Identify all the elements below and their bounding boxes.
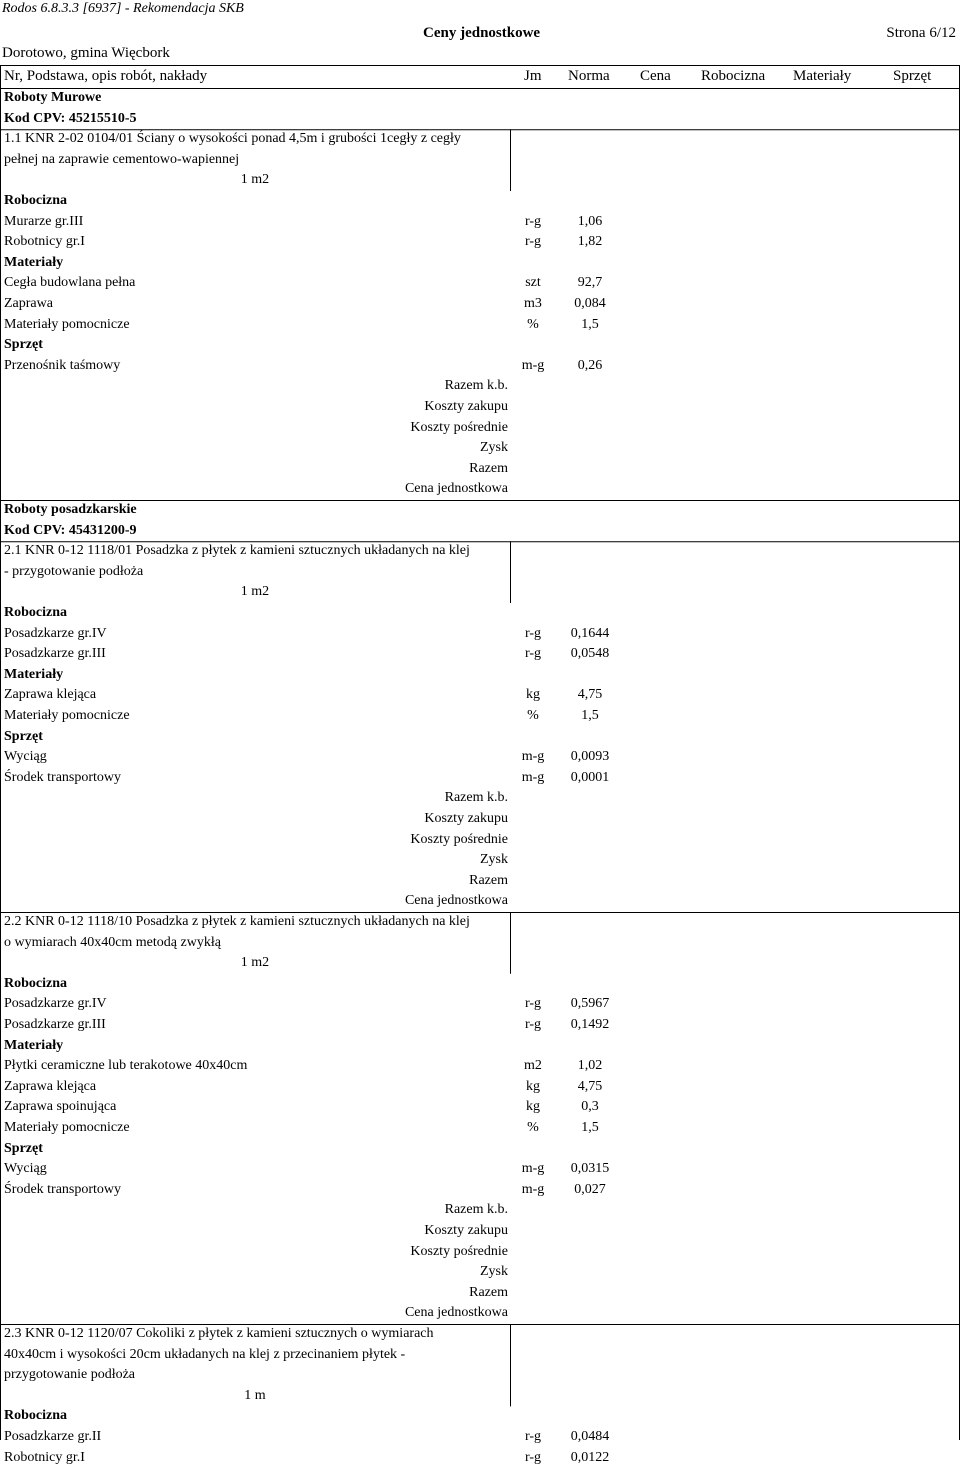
resource-name: Płytki ceramiczne lub terakotowe 40x40cm	[4, 1058, 248, 1074]
column-header-norma: Norma	[568, 68, 610, 84]
position-desc-row	[0, 933, 960, 953]
resource-norm: 1,5	[581, 708, 599, 723]
resource-name: Materiały pomocnicze	[4, 1120, 130, 1135]
resource-row	[0, 1159, 960, 1179]
resource-row	[0, 624, 960, 644]
summary-label: Zysk	[480, 852, 508, 868]
resource-row	[0, 644, 960, 664]
resource-row	[0, 232, 960, 252]
group-label: Robocizna	[4, 605, 67, 620]
summary-row	[0, 1303, 960, 1323]
resource-unit: m2	[524, 1058, 542, 1074]
resource-name: Zaprawa klejąca	[4, 1078, 97, 1094]
summary-row	[0, 1200, 960, 1220]
group-row	[0, 1406, 960, 1426]
group-label: Robocizna	[4, 975, 67, 991]
resource-name: Cegła budowlana pełna	[4, 275, 136, 291]
page-number: Strona 6/12	[886, 25, 956, 41]
section-title: Roboty Murowe	[4, 90, 102, 105]
group-row	[0, 191, 960, 211]
resource-row	[0, 1180, 960, 1200]
group-row	[0, 727, 960, 747]
resource-norm: 1,5	[581, 1120, 599, 1135]
resource-row	[0, 1448, 960, 1468]
summary-row	[0, 871, 960, 891]
summary-label: Razem	[469, 1284, 508, 1300]
resource-name: Robotnicy gr.I	[4, 234, 85, 250]
resource-name: Zaprawa klejąca	[4, 687, 97, 703]
section-row	[0, 500, 960, 520]
resource-unit: kg	[526, 1078, 540, 1094]
resource-unit: %	[527, 1120, 539, 1135]
summary-label: Razem	[469, 460, 508, 476]
summary-label: Cena jednostkowa	[404, 1305, 508, 1321]
summary-row	[0, 418, 960, 438]
resource-unit: r-g	[524, 234, 542, 250]
resource-name: Materiały pomocnicze	[4, 316, 130, 332]
resource-norm: 0,0093	[570, 749, 610, 765]
resource-name: Środek transportowy	[4, 769, 122, 785]
resource-norm: 1,5	[581, 316, 599, 332]
resource-norm: 4,75	[577, 1078, 603, 1094]
summary-row	[0, 1221, 960, 1241]
position-desc-row	[0, 1365, 960, 1385]
position-desc-row	[0, 562, 960, 582]
resource-norm: 1,02	[577, 1058, 603, 1074]
resource-row	[0, 1118, 960, 1138]
position-unit-row	[0, 953, 960, 973]
group-label: Sprzęt	[4, 728, 43, 744]
resource-row	[0, 994, 960, 1014]
resource-row	[0, 273, 960, 293]
group-row	[0, 1139, 960, 1159]
column-header-sprzet: Sprzęt	[893, 68, 932, 84]
position-unit: 1 m2	[240, 584, 270, 600]
summary-label: Zysk	[480, 440, 508, 456]
resource-norm: 92,7	[577, 275, 603, 291]
resource-row	[0, 356, 960, 376]
group-label: Sprzęt	[4, 337, 43, 353]
resource-unit: m-g	[521, 769, 545, 785]
section-cpv: Kod CPV: 45431200-9	[4, 522, 137, 538]
summary-row	[0, 397, 960, 417]
position-description: o wymiarach 40x40cm metodą zwykłą	[4, 934, 221, 950]
column-header-jm: Jm	[524, 68, 542, 84]
summary-row	[0, 1262, 960, 1282]
group-label: Materiały	[4, 666, 64, 682]
resource-name: Posadzkarze gr.IV	[4, 996, 107, 1012]
section-cpv-row	[0, 521, 960, 541]
summary-label: Razem k.b.	[444, 1202, 508, 1218]
resource-name: Murarze gr.III	[4, 213, 84, 229]
position-unit: 1 m	[244, 1387, 266, 1403]
position-unit: 1 m2	[240, 172, 270, 188]
resource-name: Przenośnik taśmowy	[4, 357, 121, 373]
position-desc-row	[0, 1324, 960, 1344]
resource-unit: r-g	[524, 625, 542, 641]
position-description: przygotowanie podłoża	[4, 1367, 136, 1383]
resource-name: Środek transportowy	[4, 1181, 122, 1197]
summary-row	[0, 376, 960, 396]
resource-row	[0, 768, 960, 788]
resource-norm: 0,1644	[570, 625, 610, 641]
resource-unit: m-g	[521, 1161, 545, 1177]
summary-label: Koszty pośrednie	[410, 419, 508, 435]
resource-name: Posadzkarze gr.II	[4, 1429, 102, 1444]
resource-row	[0, 1015, 960, 1035]
column-header-robocizna: Robocizna	[701, 68, 766, 84]
location-label: Dorotowo, gmina Więcbork	[2, 45, 170, 61]
resource-row	[0, 1077, 960, 1097]
group-label: Sprzęt	[4, 1140, 43, 1156]
resource-name: Wyciąg	[4, 749, 47, 765]
resource-name: Zaprawa	[4, 296, 53, 311]
resource-norm: 1,82	[577, 234, 603, 250]
position-description: 2.1 KNR 0-12 1118/01 Posadzka z płytek z kamieni sztucznych układanych na klej	[4, 543, 470, 559]
summary-row	[0, 809, 960, 829]
summary-label: Cena jednostkowa	[404, 893, 508, 909]
resource-norm: 1,06	[577, 213, 603, 229]
resource-name: Posadzkarze gr.IV	[4, 625, 107, 641]
resource-row	[0, 1056, 960, 1076]
position-desc-row	[0, 1345, 960, 1365]
group-row	[0, 1036, 960, 1056]
column-header-materialy: Materiały	[793, 68, 852, 84]
group-label: Materiały	[4, 1037, 64, 1053]
resource-unit: r-g	[524, 213, 542, 229]
resource-norm: 4,75	[577, 687, 603, 703]
group-label: Robocizna	[4, 1408, 67, 1424]
position-unit-row	[0, 582, 960, 602]
resource-row	[0, 294, 960, 314]
group-row	[0, 974, 960, 994]
position-description: 2.3 KNR 0-12 1120/07 Cokoliki z płytek z kamieni sztucznych o wymiarach	[4, 1326, 434, 1341]
group-row	[0, 253, 960, 273]
summary-row	[0, 1242, 960, 1262]
resource-row	[0, 1097, 960, 1117]
summary-row	[0, 850, 960, 870]
resource-row	[0, 212, 960, 232]
summary-row	[0, 459, 960, 479]
resource-norm: 0,5967	[570, 996, 610, 1012]
resource-norm: 0,0001	[570, 769, 610, 785]
resource-name: Posadzkarze gr.III	[4, 646, 106, 662]
section-cpv: Kod CPV: 45215510-5	[4, 110, 137, 126]
group-row	[0, 603, 960, 623]
summary-label: Koszty pośrednie	[410, 1243, 508, 1259]
summary-row	[0, 438, 960, 458]
resource-norm: 0,0122	[570, 1449, 610, 1465]
position-desc-row	[0, 150, 960, 170]
position-unit: 1 m2	[240, 955, 270, 971]
resource-norm: 0,1492	[570, 1017, 610, 1032]
summary-label: Koszty pośrednie	[410, 831, 508, 847]
resource-unit: r-g	[524, 996, 542, 1012]
resource-unit: m-g	[521, 1181, 545, 1197]
column-header-description: Nr, Podstawa, opis robót, nakłady	[4, 68, 208, 84]
resource-unit: m-g	[521, 357, 545, 373]
summary-label: Koszty zakupu	[424, 1223, 508, 1238]
resource-unit: szt	[525, 275, 541, 291]
resource-norm: 0,084	[574, 296, 606, 311]
position-description: pełnej na zaprawie cementowo-wapiennej	[4, 151, 240, 167]
summary-label: Razem k.b.	[444, 790, 508, 806]
group-row	[0, 665, 960, 685]
resource-norm: 0,3	[581, 1099, 599, 1115]
resource-norm: 0,027	[574, 1181, 606, 1197]
resource-unit: r-g	[524, 1429, 542, 1444]
summary-label: Razem k.b.	[444, 378, 508, 394]
section-title: Roboty posadzkarskie	[4, 502, 137, 517]
section-row	[0, 88, 960, 108]
app-title: Rodos 6.8.3.3 [6937] - Rekomendacja SKB	[2, 1, 244, 16]
group-row	[0, 335, 960, 355]
position-description: 40x40cm i wysokości 20cm układanych na klej z przecinaniem płytek -	[4, 1346, 406, 1362]
resource-unit: %	[527, 708, 539, 723]
header-divider	[0, 65, 960, 66]
resource-unit: m3	[524, 296, 542, 311]
position-desc-row	[0, 912, 960, 932]
resource-norm: 0,0315	[570, 1161, 610, 1177]
resource-name: Posadzkarze gr.III	[4, 1017, 106, 1032]
summary-row	[0, 788, 960, 808]
resource-name: Materiały pomocnicze	[4, 708, 130, 723]
summary-label: Razem	[469, 872, 508, 888]
resource-row	[0, 747, 960, 767]
page-title: Ceny jednostkowe	[423, 25, 541, 41]
position-description: 2.2 KNR 0-12 1118/10 Posadzka z płytek z kamieni sztucznych układanych na klej	[4, 914, 470, 929]
resource-unit: r-g	[524, 646, 542, 662]
column-header-cena: Cena	[640, 68, 671, 84]
resource-row	[0, 685, 960, 705]
resource-unit: kg	[526, 687, 540, 703]
summary-row	[0, 891, 960, 911]
summary-label: Cena jednostkowa	[404, 481, 508, 497]
resource-name: Robotnicy gr.I	[4, 1449, 85, 1465]
resource-name: Zaprawa spoinująca	[4, 1099, 117, 1115]
position-description: 1.1 KNR 2-02 0104/01 Ściany o wysokości ponad 4,5m i grubości 1cegły z cegły	[4, 131, 461, 147]
summary-row	[0, 479, 960, 499]
position-description: - przygotowanie podłoża	[4, 563, 144, 579]
summary-row	[0, 1283, 960, 1303]
resource-norm: 0,0548	[570, 646, 610, 662]
resource-row	[0, 315, 960, 335]
resource-unit: %	[527, 316, 539, 332]
resource-unit: kg	[526, 1099, 540, 1115]
position-desc-row	[0, 129, 960, 149]
position-desc-row	[0, 541, 960, 561]
resource-unit: m-g	[521, 749, 545, 765]
resource-row	[0, 706, 960, 726]
resource-row	[0, 1427, 960, 1447]
summary-label: Zysk	[480, 1264, 508, 1280]
position-unit-row	[0, 170, 960, 190]
section-cpv-row	[0, 109, 960, 129]
position-unit-row	[0, 1386, 960, 1406]
resource-norm: 0,0484	[570, 1429, 610, 1444]
summary-label: Koszty zakupu	[424, 399, 508, 414]
summary-row	[0, 830, 960, 850]
resource-name: Wyciąg	[4, 1161, 47, 1177]
resource-norm: 0,26	[577, 357, 603, 373]
resource-unit: r-g	[524, 1449, 542, 1465]
group-label: Robocizna	[4, 193, 67, 208]
resource-unit: r-g	[524, 1017, 542, 1032]
summary-label: Koszty zakupu	[424, 811, 508, 826]
group-label: Materiały	[4, 254, 64, 270]
